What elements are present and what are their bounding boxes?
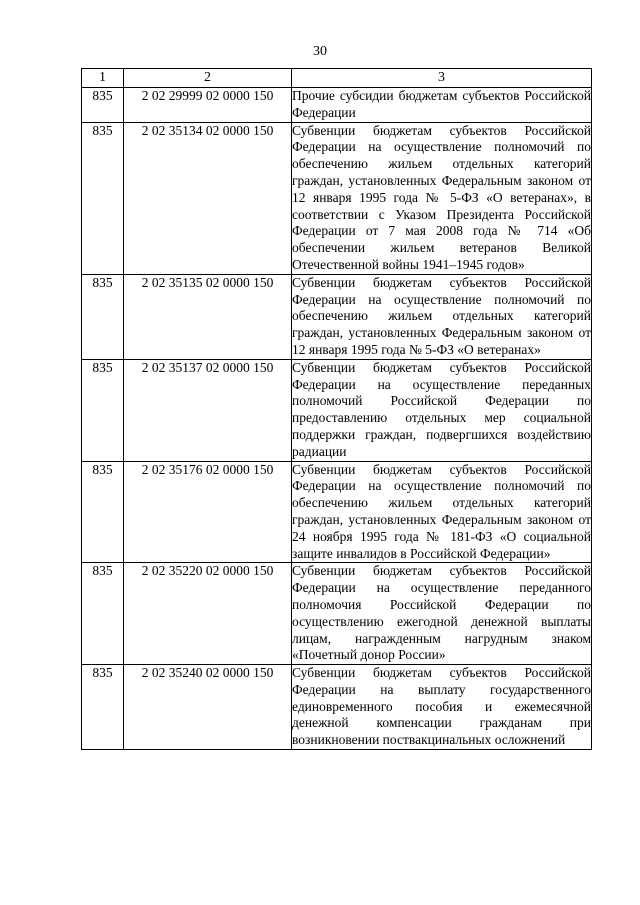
table-header-row (82, 69, 592, 88)
table-row (82, 88, 592, 123)
revenue-code-cell: 2 02 35137 02 0000 150 (124, 359, 292, 461)
header-col-1: 1 (82, 69, 124, 88)
admin-code-cell: 835 (82, 274, 124, 359)
revenue-name-cell: Прочие субсидии бюджетам субъектов Российской Федерации (292, 88, 592, 123)
revenue-code-cell: 2 02 35134 02 0000 150 (124, 122, 292, 274)
document-table (81, 68, 592, 750)
admin-code-cell: 835 (82, 122, 124, 274)
table-row (82, 122, 592, 274)
revenue-code-cell: 2 02 35176 02 0000 150 (124, 461, 292, 563)
revenue-code-cell: 2 02 29999 02 0000 150 (124, 88, 292, 123)
page-number: 30 (313, 44, 327, 59)
table-row (82, 274, 592, 359)
admin-code-cell: 835 (82, 88, 124, 123)
admin-code-cell: 835 (82, 359, 124, 461)
revenue-name-cell: Субвенции бюджетам субъектов Российской Федерации на выплату государственного единовременного пособия и ежемесячной денежной компенсации гражданам при возникновении поствакцинальных осложнений (292, 665, 592, 750)
revenue-name-cell: Субвенции бюджетам субъектов Российской Федерации на осуществление переданных полномочий Российской Федерации по предоставлению отдельных мер социальной поддержки граждан, подвергшихся воздействию радиации (292, 359, 592, 461)
header-col-3: 3 (292, 69, 592, 88)
admin-code-cell: 835 (82, 665, 124, 750)
revenue-name-cell: Субвенции бюджетам субъектов Российской Федерации на осуществление полномочий по обеспечению жильем отдельных категорий граждан, установленных Федеральным законом от 12 января 1995 года № 5-ФЗ «О ветеранах», в соответствии с Указом Президента Российской Федерации от 7 мая 2008 года № 714 «Об обеспечении жильем ветеранов Великой Отечественной войны 1941–1945 годов» (292, 122, 592, 274)
header-col-2: 2 (124, 69, 292, 88)
revenue-code-cell: 2 02 35135 02 0000 150 (124, 274, 292, 359)
table-row (82, 359, 592, 461)
revenue-name-cell: Субвенции бюджетам субъектов Российской Федерации на осуществление переданного полномочия Российской Федерации по осуществлению ежегодной денежной выплаты лицам, награжденным нагрудным знаком «Почетный донор России» (292, 563, 592, 665)
admin-code-cell: 835 (82, 461, 124, 563)
revenue-code-cell: 2 02 35220 02 0000 150 (124, 563, 292, 665)
revenue-name-cell: Субвенции бюджетам субъектов Российской Федерации на осуществление полномочий по обеспечению жильем отдельных категорий граждан, установленных Федеральным законом от 24 ноября 1995 года № 181-ФЗ «О социальной защите инвалидов в Российской Федерации» (292, 461, 592, 563)
revenue-name-cell: Субвенции бюджетам субъектов Российской Федерации на осуществление полномочий по обеспечению жильем отдельных категорий граждан, установленных Федеральным законом от 12 января 1995 года № 5-ФЗ «О ветеранах» (292, 274, 592, 359)
table-row (82, 461, 592, 563)
table-row (82, 665, 592, 750)
table-row (82, 563, 592, 665)
admin-code-cell: 835 (82, 563, 124, 665)
revenue-code-cell: 2 02 35240 02 0000 150 (124, 665, 292, 750)
